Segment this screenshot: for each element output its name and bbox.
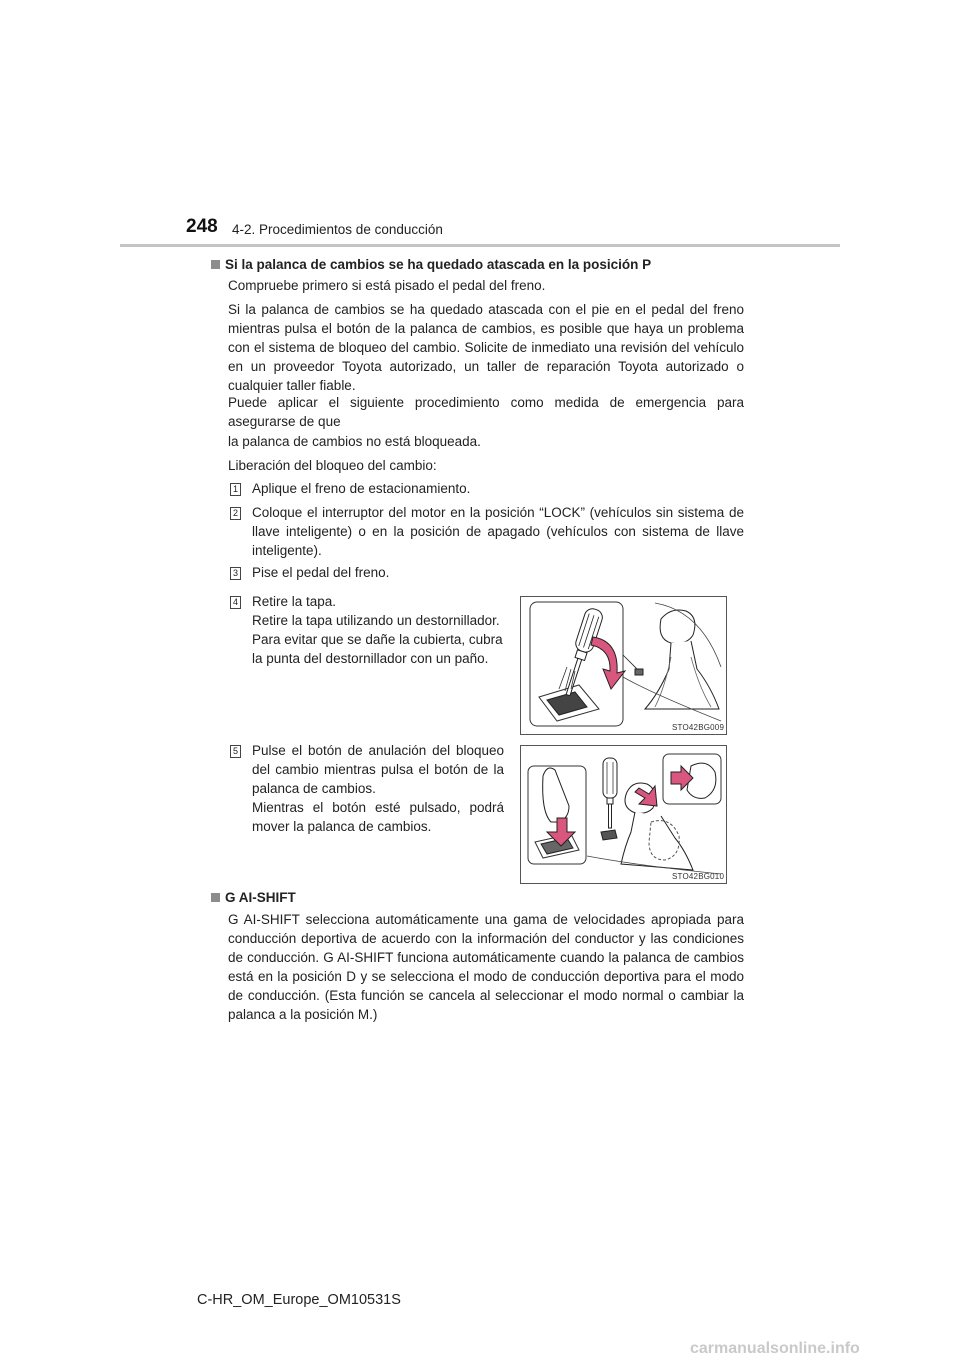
paragraph-problem: Si la palanca de cambios se ha quedado atascada con el pie en el pedal del freno mientras pulsa el botón de la palanca de cambios, es posible que haya un problema con el sistema de bloqueo del cambio. Solicite de inmediato una revisión del vehículo en un proveedor Toyota autorizado, un taller de reparación Toyota autorizado o cualquier taller fiable. <box>228 302 744 393</box>
document-code: C-HR_OM_Europe_OM10531S <box>197 1292 401 1308</box>
figure-remove-cover <box>520 596 727 735</box>
section-title: 4-2. Procedimientos de conducción <box>232 222 443 237</box>
step-number-1: 1 <box>230 483 241 496</box>
step-5-detail: Mientras el botón esté pulsado, podrá mover la palanca de cambios. <box>252 800 504 834</box>
paragraph-emergency: Puede aplicar el siguiente procedimiento como medida de emergencia para asegurarse de que <box>228 395 744 429</box>
section-heading-g-ai-shift <box>211 890 751 905</box>
square-bullet-icon <box>211 893 220 902</box>
figure-override-button <box>520 745 727 884</box>
step-number-2: 2 <box>230 507 241 520</box>
square-bullet-icon <box>211 260 220 269</box>
step-5-text: Pulse el botón de anulación del bloqueo del cambio mientras pulsa el botón de la palanca de cambios. <box>252 743 504 796</box>
step-3-text: Pise el pedal del freno. <box>252 565 390 580</box>
step-2-text: Coloque el interruptor del motor en la posición “LOCK” (vehículos sin sistema de llave inteligente) o en la posición de apagado (vehículos con sistema de llave inteligente). <box>252 505 744 558</box>
paragraph-not-locked: la palanca de cambios no está bloqueada. <box>228 434 481 449</box>
section-heading-shift-locked <box>211 257 751 272</box>
paragraph-release-intro: Liberación del bloqueo del cambio: <box>228 458 437 473</box>
heading-text: Si la palanca de cambios se ha quedado atascada en la posición P <box>225 257 652 272</box>
figure-code: STO42BG009 <box>672 723 725 732</box>
override-button-illustration <box>521 746 726 883</box>
watermark: carmanualsonline.info <box>690 1340 860 1357</box>
step-4-title: Retire la tapa. <box>252 594 337 609</box>
step-number-3: 3 <box>230 567 241 580</box>
paragraph-g-ai-shift: G AI-SHIFT selecciona automáticamente una gama de velocidades apropiada para conducción deportiva de acuerdo con la información del conductor y las condiciones de conducción. G AI-SHIFT funciona automáticamente cuando la palanca de cambios está en la posición D y se selecciona el modo de conducción deportiva para el modo de conducción. (Esta función se cancela al seleccionar el modo normal o cambiar la palanca a la posición M.) <box>228 912 744 1022</box>
step-4-detail: Retire la tapa utilizando un destornillador. Para evitar que se dañe la cubierta, cubra la punta del destornillador con un paño. <box>252 613 503 666</box>
heading-text: G AI-SHIFT <box>225 890 296 905</box>
step-1-text: Aplique el freno de estacionamiento. <box>252 481 471 496</box>
step-number-5: 5 <box>230 745 241 758</box>
step-number-4: 4 <box>230 596 241 609</box>
page-number: 248 <box>186 216 218 237</box>
figure-code: STO42BG010 <box>672 872 725 881</box>
remove-cover-illustration <box>521 597 726 734</box>
paragraph-check-brake: Compruebe primero si está pisado el pedal del freno. <box>228 278 546 293</box>
header-divider <box>120 244 840 247</box>
